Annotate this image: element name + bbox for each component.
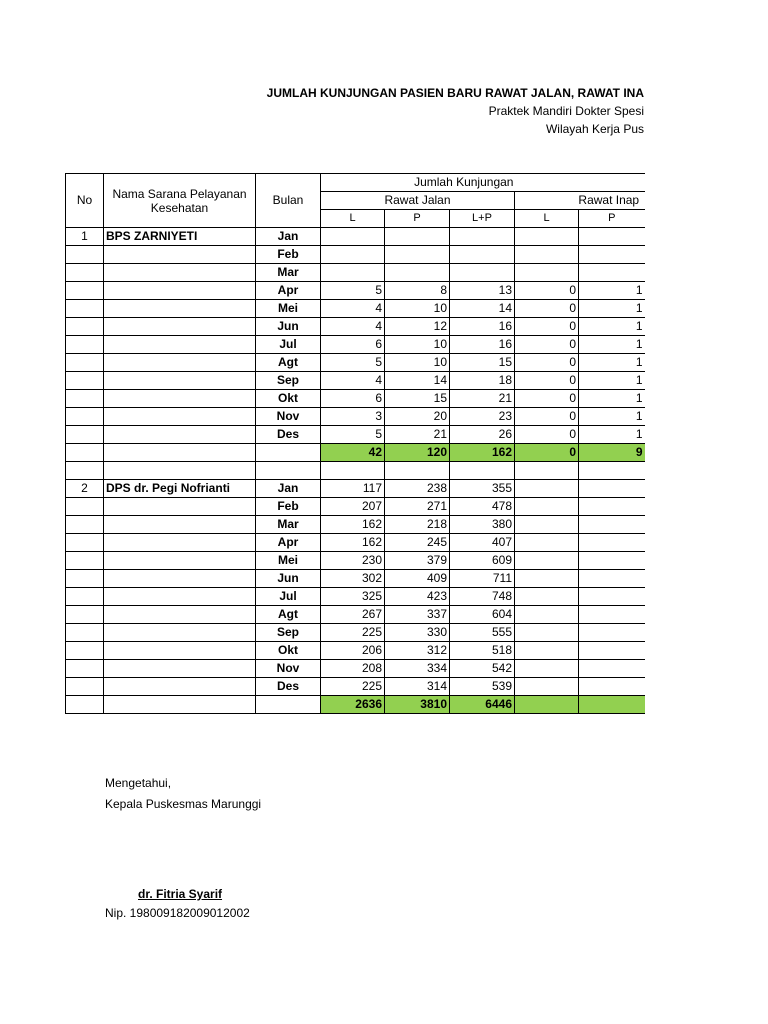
cell-no xyxy=(66,624,104,642)
acknowledged-label: Mengetahui, xyxy=(105,776,172,790)
cell-ri-p xyxy=(579,498,645,516)
cell-rj-l: 267 xyxy=(321,606,385,624)
cell-no xyxy=(66,426,104,444)
cell-ri-l: 0 xyxy=(515,372,579,390)
cell-rj-p xyxy=(385,246,450,264)
cell-bulan: Jan xyxy=(256,480,321,498)
cell-ri-p: 1 xyxy=(579,318,645,336)
cell-rj-l: 225 xyxy=(321,678,385,696)
cell-empty xyxy=(66,462,104,480)
cell-ri-p xyxy=(579,264,645,282)
cell-ri-p: 1 xyxy=(579,390,645,408)
table-row xyxy=(66,642,645,660)
cell-no xyxy=(66,516,104,534)
cell-rj-l: 207 xyxy=(321,498,385,516)
cell-rj-p: 330 xyxy=(385,624,450,642)
cell-no: 1 xyxy=(66,228,104,246)
cell-bulan: Okt xyxy=(256,642,321,660)
table-row xyxy=(66,336,645,354)
cell-ri-p: 1 xyxy=(579,426,645,444)
visits-table xyxy=(65,173,645,714)
table-row xyxy=(66,372,645,390)
cell-ri-l xyxy=(515,516,579,534)
cell-facility-name xyxy=(104,534,256,552)
cell-rj-l: 5 xyxy=(321,354,385,372)
cell-bulan: Jul xyxy=(256,588,321,606)
spacer-row xyxy=(66,462,645,480)
cell-facility-name xyxy=(104,282,256,300)
cell-ri-l xyxy=(515,660,579,678)
table-row xyxy=(66,624,645,642)
col-header-name: Nama Sarana Pelayanan Kesehatan xyxy=(104,174,256,228)
cell-rj-p: 312 xyxy=(385,642,450,660)
table-row xyxy=(66,480,645,498)
table-row xyxy=(66,678,645,696)
cell-bulan: Mar xyxy=(256,516,321,534)
cell-rj-l: 5 xyxy=(321,426,385,444)
cell-ri-l xyxy=(515,570,579,588)
cell-no xyxy=(66,264,104,282)
cell-ri-l xyxy=(515,498,579,516)
cell-rj-lp: 26 xyxy=(450,426,515,444)
total-rj-p: 3810 xyxy=(385,696,450,714)
cell-rj-lp: 604 xyxy=(450,606,515,624)
cell-bulan: Okt xyxy=(256,390,321,408)
cell-ri-p xyxy=(579,552,645,570)
cell-ri-p xyxy=(579,642,645,660)
cell-no xyxy=(66,444,104,462)
cell-ri-l: 0 xyxy=(515,282,579,300)
cell-bulan: Apr xyxy=(256,282,321,300)
cell-rj-l: 206 xyxy=(321,642,385,660)
cell-ri-p xyxy=(579,534,645,552)
cell-rj-lp xyxy=(450,246,515,264)
cell-ri-p: 1 xyxy=(579,336,645,354)
table-row xyxy=(66,246,645,264)
cell-ri-l xyxy=(515,246,579,264)
cell-rj-p: 334 xyxy=(385,660,450,678)
cell-rj-lp: 14 xyxy=(450,300,515,318)
total-rj-l: 2636 xyxy=(321,696,385,714)
col-header-group: Jumlah Kunjungan xyxy=(321,174,645,192)
cell-bulan: Des xyxy=(256,678,321,696)
cell-facility-name xyxy=(104,354,256,372)
cell-rj-lp: 21 xyxy=(450,390,515,408)
cell-rj-lp xyxy=(450,228,515,246)
report-region: Wilayah Kerja Pus xyxy=(545,122,644,136)
cell-bulan: Nov xyxy=(256,660,321,678)
table-row xyxy=(66,354,645,372)
cell-bulan: Jun xyxy=(256,570,321,588)
cell-no xyxy=(66,246,104,264)
cell-facility-name xyxy=(104,498,256,516)
cell-rj-p: 8 xyxy=(385,282,450,300)
cell-ri-l xyxy=(515,606,579,624)
cell-ri-l xyxy=(515,534,579,552)
table-row xyxy=(66,552,645,570)
cell-no xyxy=(66,606,104,624)
cell-ri-l xyxy=(515,552,579,570)
signer-position: Kepala Puskesmas Marunggi xyxy=(105,797,262,811)
cell-bulan: Feb xyxy=(256,498,321,516)
cell-rj-p xyxy=(385,228,450,246)
cell-bulan: Agt xyxy=(256,354,321,372)
cell-rj-lp: 539 xyxy=(450,678,515,696)
cell-ri-l: 0 xyxy=(515,318,579,336)
cell-ri-p xyxy=(579,624,645,642)
cell-rj-lp: 15 xyxy=(450,354,515,372)
cell-ri-l: 0 xyxy=(515,336,579,354)
cell-bulan: Jun xyxy=(256,318,321,336)
cell-no xyxy=(66,372,104,390)
cell-no xyxy=(66,678,104,696)
cell-facility-name: DPS dr. Pegi Nofrianti xyxy=(104,480,256,498)
cell-ri-l xyxy=(515,642,579,660)
table-row xyxy=(66,426,645,444)
cell-facility-name xyxy=(104,444,256,462)
cell-rj-lp: 13 xyxy=(450,282,515,300)
cell-facility-name xyxy=(104,336,256,354)
cell-facility-name xyxy=(104,516,256,534)
signer-nip: Nip. 198009182009012002 xyxy=(105,906,250,920)
cell-no xyxy=(66,552,104,570)
table-row xyxy=(66,318,645,336)
cell-ri-p: 1 xyxy=(579,372,645,390)
cell-ri-l xyxy=(515,588,579,606)
cell-rj-l: 4 xyxy=(321,318,385,336)
cell-rj-l: 208 xyxy=(321,660,385,678)
cell-no xyxy=(66,642,104,660)
cell-rj-lp: 748 xyxy=(450,588,515,606)
cell-bulan: Mar xyxy=(256,264,321,282)
table-row xyxy=(66,228,645,246)
cell-bulan: Agt xyxy=(256,606,321,624)
table-row xyxy=(66,408,645,426)
cell-facility-name xyxy=(104,318,256,336)
cell-facility-name xyxy=(104,264,256,282)
table-row xyxy=(66,300,645,318)
sub-header-ri-p: P xyxy=(579,210,645,228)
cell-bulan: Apr xyxy=(256,534,321,552)
cell-ri-p xyxy=(579,246,645,264)
table-row xyxy=(66,606,645,624)
cell-rj-lp xyxy=(450,264,515,282)
cell-rj-l: 162 xyxy=(321,516,385,534)
cell-no xyxy=(66,588,104,606)
cell-rj-lp: 23 xyxy=(450,408,515,426)
table-row xyxy=(66,282,645,300)
cell-facility-name xyxy=(104,606,256,624)
cell-facility-name xyxy=(104,390,256,408)
cell-ri-p xyxy=(579,228,645,246)
cell-bulan xyxy=(256,696,321,714)
col-header-rawat-jalan: Rawat Jalan xyxy=(321,192,515,210)
cell-ri-p: 1 xyxy=(579,354,645,372)
cell-rj-lp: 16 xyxy=(450,336,515,354)
cell-rj-l: 302 xyxy=(321,570,385,588)
cell-rj-lp: 407 xyxy=(450,534,515,552)
cell-facility-name: BPS ZARNIYETI xyxy=(104,228,256,246)
cell-rj-p: 409 xyxy=(385,570,450,588)
cell-ri-l: 0 xyxy=(515,390,579,408)
total-rj-lp: 6446 xyxy=(450,696,515,714)
cell-empty xyxy=(256,462,321,480)
col-header-bulan: Bulan xyxy=(256,174,321,228)
table-row xyxy=(66,660,645,678)
table-row xyxy=(66,534,645,552)
total-ri-l xyxy=(515,696,579,714)
cell-ri-p xyxy=(579,516,645,534)
cell-rj-lp: 609 xyxy=(450,552,515,570)
cell-ri-p: 1 xyxy=(579,282,645,300)
cell-facility-name xyxy=(104,678,256,696)
cell-ri-p xyxy=(579,588,645,606)
table-row xyxy=(66,264,645,282)
table-row xyxy=(66,570,645,588)
sub-header-rj-l: L xyxy=(321,210,385,228)
cell-rj-p: 20 xyxy=(385,408,450,426)
cell-rj-l: 117 xyxy=(321,480,385,498)
cell-rj-p: 10 xyxy=(385,354,450,372)
cell-no xyxy=(66,498,104,516)
cell-bulan: Jul xyxy=(256,336,321,354)
cell-rj-lp: 711 xyxy=(450,570,515,588)
total-ri-p xyxy=(579,696,645,714)
cell-ri-l xyxy=(515,678,579,696)
cell-rj-p: 21 xyxy=(385,426,450,444)
total-rj-lp: 162 xyxy=(450,444,515,462)
table-row xyxy=(66,516,645,534)
cell-rj-p xyxy=(385,264,450,282)
cell-ri-l: 0 xyxy=(515,426,579,444)
cell-rj-l: 4 xyxy=(321,300,385,318)
cell-bulan: Sep xyxy=(256,624,321,642)
cell-facility-name xyxy=(104,660,256,678)
cell-facility-name xyxy=(104,696,256,714)
cell-ri-p xyxy=(579,606,645,624)
cell-ri-l: 0 xyxy=(515,300,579,318)
cell-rj-l xyxy=(321,264,385,282)
cell-rj-lp: 16 xyxy=(450,318,515,336)
cell-ri-l xyxy=(515,228,579,246)
cell-rj-p: 337 xyxy=(385,606,450,624)
cell-bulan xyxy=(256,444,321,462)
cell-bulan: Feb xyxy=(256,246,321,264)
cell-rj-l: 230 xyxy=(321,552,385,570)
cell-rj-l: 162 xyxy=(321,534,385,552)
sub-header-ri-l: L xyxy=(515,210,579,228)
cell-rj-p: 314 xyxy=(385,678,450,696)
cell-bulan: Des xyxy=(256,426,321,444)
cell-empty xyxy=(579,462,645,480)
cell-bulan: Mei xyxy=(256,552,321,570)
cell-empty xyxy=(321,462,385,480)
cell-facility-name xyxy=(104,624,256,642)
cell-rj-l: 3 xyxy=(321,408,385,426)
cell-facility-name xyxy=(104,300,256,318)
cell-empty xyxy=(385,462,450,480)
total-row xyxy=(66,696,645,714)
cell-rj-p: 379 xyxy=(385,552,450,570)
report-title: JUMLAH KUNJUNGAN PASIEN BARU RAWAT JALAN, RAWAT INA xyxy=(266,86,644,100)
cell-ri-p: 1 xyxy=(579,408,645,426)
cell-facility-name xyxy=(104,408,256,426)
cell-rj-l xyxy=(321,228,385,246)
cell-rj-p: 238 xyxy=(385,480,450,498)
table-row xyxy=(66,390,645,408)
cell-ri-p: 1 xyxy=(579,300,645,318)
cell-rj-lp: 355 xyxy=(450,480,515,498)
cell-no xyxy=(66,318,104,336)
cell-ri-l: 0 xyxy=(515,354,579,372)
cell-rj-lp: 542 xyxy=(450,660,515,678)
sub-header-rj-p: P xyxy=(385,210,450,228)
report-subtitle: Praktek Mandiri Dokter Spesi xyxy=(488,104,644,118)
cell-no: 2 xyxy=(66,480,104,498)
cell-rj-l xyxy=(321,246,385,264)
cell-facility-name xyxy=(104,246,256,264)
cell-bulan: Sep xyxy=(256,372,321,390)
cell-rj-p: 218 xyxy=(385,516,450,534)
cell-no xyxy=(66,570,104,588)
table-row xyxy=(66,498,645,516)
cell-rj-lp: 18 xyxy=(450,372,515,390)
cell-no xyxy=(66,336,104,354)
cell-bulan: Mei xyxy=(256,300,321,318)
cell-no xyxy=(66,300,104,318)
cell-rj-p: 14 xyxy=(385,372,450,390)
cell-rj-lp: 380 xyxy=(450,516,515,534)
cell-no xyxy=(66,408,104,426)
cell-rj-lp: 518 xyxy=(450,642,515,660)
table-row xyxy=(66,588,645,606)
cell-rj-l: 6 xyxy=(321,336,385,354)
total-ri-l: 0 xyxy=(515,444,579,462)
cell-no xyxy=(66,534,104,552)
cell-facility-name xyxy=(104,642,256,660)
cell-ri-l xyxy=(515,624,579,642)
cell-ri-p xyxy=(579,660,645,678)
cell-rj-lp: 478 xyxy=(450,498,515,516)
cell-no xyxy=(66,282,104,300)
cell-rj-p: 271 xyxy=(385,498,450,516)
cell-rj-l: 5 xyxy=(321,282,385,300)
cell-rj-lp: 555 xyxy=(450,624,515,642)
cell-no xyxy=(66,390,104,408)
cell-ri-l: 0 xyxy=(515,408,579,426)
cell-ri-l xyxy=(515,480,579,498)
cell-facility-name xyxy=(104,552,256,570)
cell-facility-name xyxy=(104,426,256,444)
sub-header-rj-lp: L+P xyxy=(450,210,515,228)
cell-facility-name xyxy=(104,570,256,588)
cell-rj-l: 6 xyxy=(321,390,385,408)
total-rj-p: 120 xyxy=(385,444,450,462)
cell-no xyxy=(66,660,104,678)
cell-facility-name xyxy=(104,588,256,606)
cell-bulan: Jan xyxy=(256,228,321,246)
cell-rj-l: 4 xyxy=(321,372,385,390)
cell-empty xyxy=(450,462,515,480)
cell-no xyxy=(66,696,104,714)
cell-rj-l: 225 xyxy=(321,624,385,642)
cell-ri-p xyxy=(579,570,645,588)
cell-rj-p: 10 xyxy=(385,300,450,318)
total-ri-p: 9 xyxy=(579,444,645,462)
cell-empty xyxy=(515,462,579,480)
cell-rj-l: 325 xyxy=(321,588,385,606)
cell-no xyxy=(66,354,104,372)
cell-empty xyxy=(104,462,256,480)
cell-rj-p: 10 xyxy=(385,336,450,354)
cell-rj-p: 15 xyxy=(385,390,450,408)
total-rj-l: 42 xyxy=(321,444,385,462)
col-header-no: No xyxy=(66,174,104,228)
cell-rj-p: 423 xyxy=(385,588,450,606)
cell-rj-p: 245 xyxy=(385,534,450,552)
total-row xyxy=(66,444,645,462)
table-body xyxy=(66,228,645,714)
cell-ri-p xyxy=(579,678,645,696)
cell-rj-p: 12 xyxy=(385,318,450,336)
signer-name: dr. Fitria Syarif xyxy=(138,887,223,901)
cell-bulan: Nov xyxy=(256,408,321,426)
cell-facility-name xyxy=(104,372,256,390)
col-header-rawat-inap: Rawat Inap xyxy=(515,192,645,210)
cell-ri-l xyxy=(515,264,579,282)
cell-ri-p xyxy=(579,480,645,498)
